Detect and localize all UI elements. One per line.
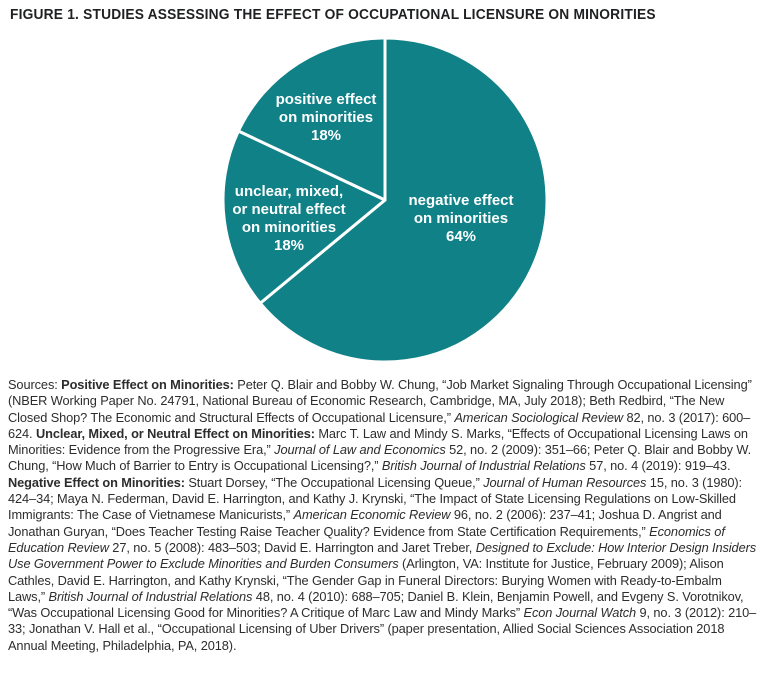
sources-run: Journal of Law and Economics xyxy=(274,442,446,458)
sources-run: 48, no. 4 (2010): 688–705; Daniel B. Klein, Benjamin Powell, and Evgeny S. Vorotnikov, “Was Occupational Licensing Good for Minorities? A Critique of Marc Law and Mindy Marks” xyxy=(8,588,744,621)
sources-run: British Journal of Industrial Relations xyxy=(381,458,586,474)
sources-run: Designed to Exclude: How Interior Design Insiders Use Government Power to Exclude Minorities and Burden Consumers xyxy=(8,539,757,572)
pie-label-line: negative effect xyxy=(408,192,514,209)
sources-run: American Sociological Review xyxy=(454,409,623,425)
figure-title: FIGURE 1. STUDIES ASSESSING THE EFFECT OF OCCUPATIONAL LICENSURE ON MINORITIES xyxy=(10,7,656,23)
sources-run: 27, no. 5 (2008): 483–503; David E. Harrington and Jaret Treber, xyxy=(108,539,476,555)
sources-run: 57, no. 4 (2019): 919–43. xyxy=(585,458,731,474)
pie-label-line: positive effect xyxy=(275,91,377,108)
sources-run: Journal of Human Resources xyxy=(483,474,647,490)
sources-run: Marc T. Law and Mindy S. Marks, “Effects of Occupational Licensing Laws on Minorities: Evidence from the Progressive Era,” xyxy=(8,425,748,458)
sources-run: Peter Q. Blair and Bobby W. Chung, “Job Market Signaling Through Occupational Licensing” (NBER Working Paper No. 24791, National Bureau of Economic Research, Cambridge, MA, July 2018); Beth Redbird, “The New Closed Shop? The Economic and Structural Effects of Occupational Licensure,” xyxy=(8,377,752,425)
sources-run: Stuart Dorsey, “The Occupational Licensing Queue,” xyxy=(184,474,484,490)
sources-run: (Arlington, VA: Institute for Justice, February 2009); Alison Cathles, David E. Harrington, and Kathy Krynski, “The Gender Gap in Funeral Directors: Burying Women with Ready-to-Embalm Laws,” xyxy=(8,556,724,604)
sources-run: British Journal of Industrial Relations xyxy=(48,588,253,604)
pie-label-value: 18% xyxy=(310,127,342,144)
pie-label-line: unclear, mixed, xyxy=(234,183,344,200)
sources-run: Unclear, Mixed, or Neutral Effect on Minorities: xyxy=(35,425,315,441)
pie-label-line: on minorities xyxy=(413,210,509,227)
sources-run: 9, no. 3 (2012): 210–33; Jonathan V. Hall et al., “Occupational Licensing of Uber Drivers” (paper presentation, Allied Social Sciences Association 2018 Annual Meeting, Philadelphia, PA, 2018). xyxy=(8,605,757,653)
pie-chart xyxy=(0,28,768,373)
pie-label-line: on minorities xyxy=(278,109,374,126)
pie-label-line: on minorities xyxy=(241,219,337,236)
sources-paragraph xyxy=(8,377,762,654)
sources-run: 82, no. 3 (2017): 600–624. xyxy=(8,409,751,441)
sources-run: American Economic Review xyxy=(293,507,451,523)
pie-label-line: or neutral effect xyxy=(232,201,346,218)
sources-run: Economics of Education Review xyxy=(8,523,725,555)
pie-label-value: 64% xyxy=(445,228,477,245)
sources-run: Sources: xyxy=(8,377,62,392)
sources-run: 96, no. 2 (2006): 237–41; Joshua D. Angrist and Jonathan Guryan, “Does Teacher Testing Raise Teacher Quality? Evidence from State Certification Requirements,” xyxy=(8,507,722,539)
sources-run: Negative Effect on Minorities: xyxy=(8,474,185,490)
pie-label-value: 18% xyxy=(273,237,305,254)
pie-slices xyxy=(223,38,547,362)
sources-run: 52, no. 2 (2009): 351–66; Peter Q. Blair and Bobby W. Chung, “How Much of Barrier to Entry is Occupational Licensing?,” xyxy=(8,442,752,474)
sources-run: Econ Journal Watch xyxy=(523,605,637,621)
sources-run: Positive Effect on Minorities: xyxy=(61,377,234,392)
sources-run: 15, no. 3 (1980): 424–34; Maya N. Federman, David E. Harrington, and Kathy J. Krynski, “The Impact of State Licensing Regulations on Low-Skilled Immigrants: The Case of Vietnamese Manicurists,” xyxy=(8,474,743,523)
